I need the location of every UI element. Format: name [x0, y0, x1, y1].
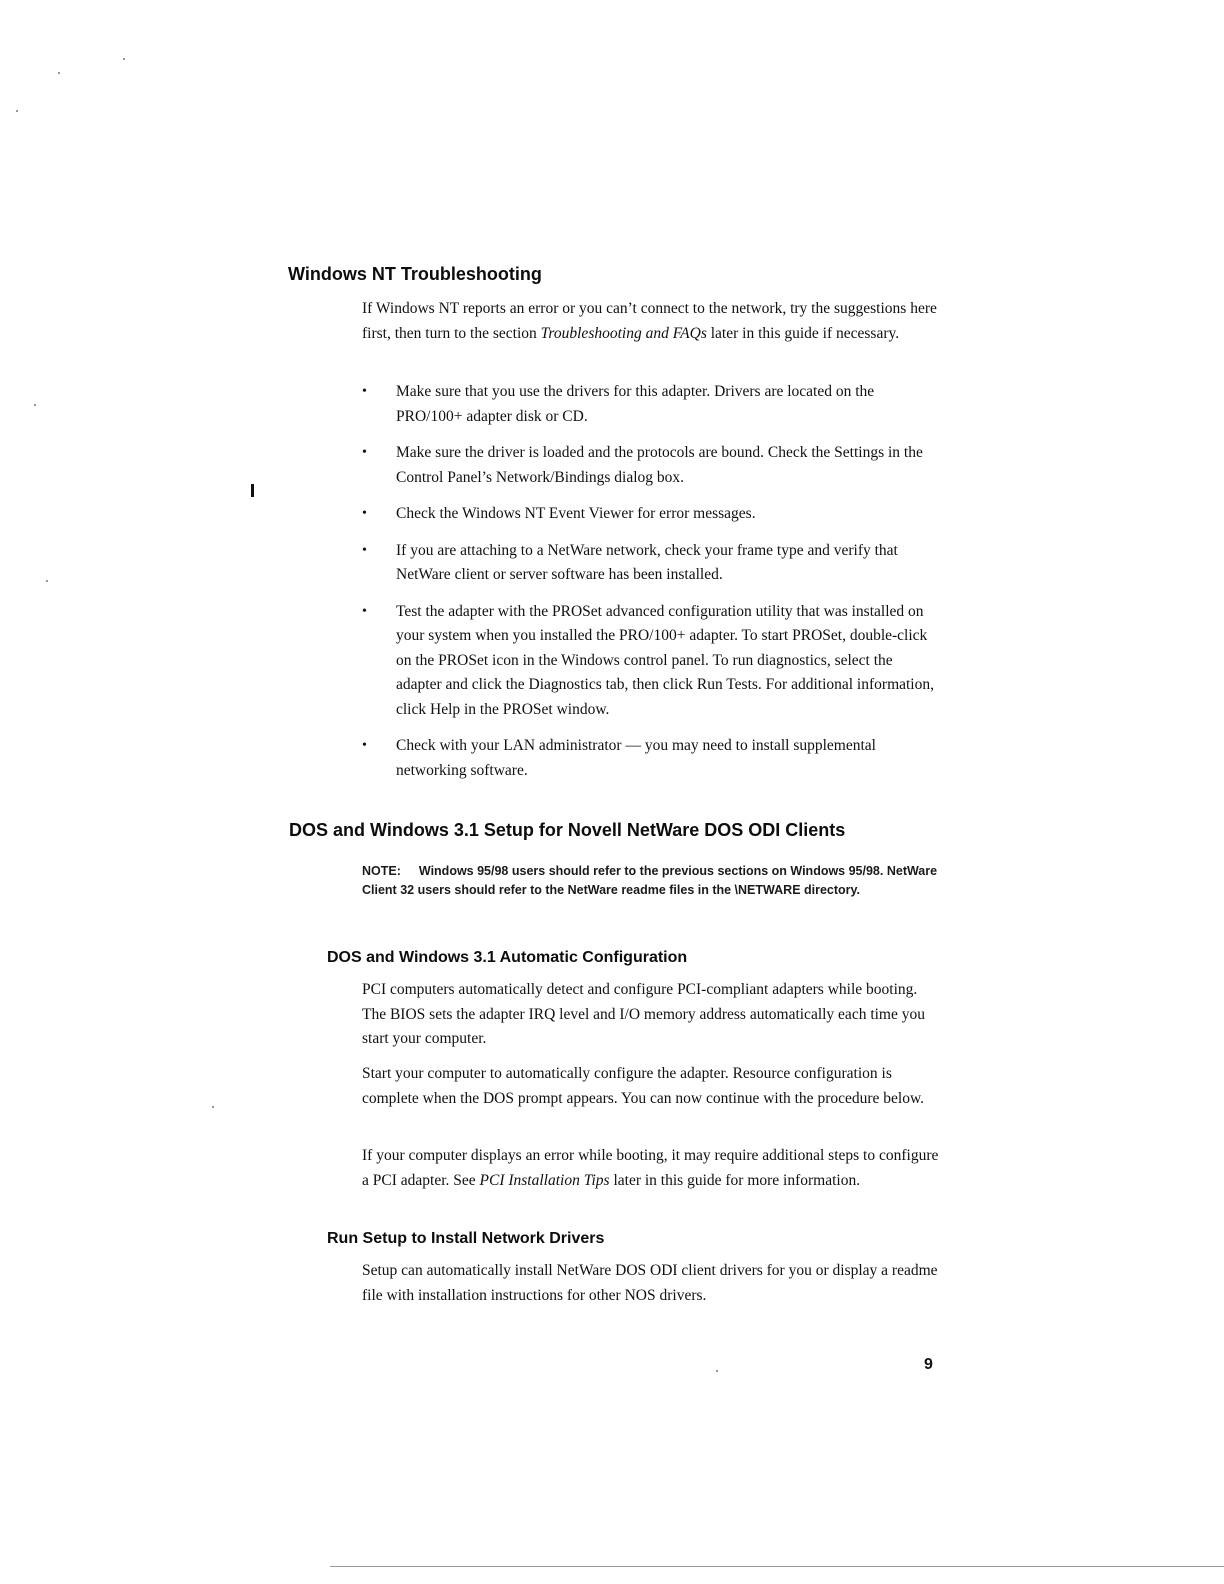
list-item-text: Make sure the driver is loaded and the protocols are bound. Check the Settings in the Control Panel’s Network/Bindings dialog box. [396, 444, 923, 486]
nt-troubleshooting-list [352, 380, 942, 795]
auto-config-paragraph-3 [362, 1144, 942, 1193]
list-item-text: Check with your LAN administrator — you may need to install supplemental networking software. [396, 737, 876, 779]
auto-config-paragraph-1: PCI computers automatically detect and configure PCI-compliant adapters while booting. The BIOS sets the adapter IRQ level and I/O memory address automatically each time you start your computer. [362, 981, 925, 1047]
note-text: Windows 95/98 users should refer to the previous sections on Windows 95/98. NetWare Client 32 users should refer to the NetWare readme files in the \NETWARE directory. [362, 864, 938, 897]
scan-speck [46, 580, 48, 582]
list-item [352, 380, 942, 429]
list-item-text: If you are attaching to a NetWare network, check your frame type and verify that NetWare client or server software has been installed. [396, 541, 898, 583]
list-item [352, 600, 942, 723]
nt-intro-reference: Troubleshooting and FAQs [540, 324, 707, 342]
scan-speck [212, 1106, 214, 1108]
list-item-text: Make sure that you use the drivers for this adapter. Drivers are located on the PRO/100+ adapter disk or CD. [396, 383, 875, 425]
auto-config-paragraph-2: Start your computer to automatically configure the adapter. Resource configuration is complete when the DOS prompt appears. You can now continue with the procedure below. [362, 1065, 925, 1107]
scan-speck [716, 1370, 718, 1372]
bullet-icon: • [362, 506, 367, 521]
bullet-icon: • [362, 445, 367, 460]
scan-bottom-edge [330, 1566, 1224, 1567]
list-item [352, 441, 942, 490]
list-item [352, 734, 942, 783]
page-number: 9 [924, 1356, 933, 1373]
section-heading-dos-windows-setup: DOS and Windows 3.1 Setup for Novell NetWare DOS ODI Clients [289, 820, 846, 840]
run-setup-paragraph: Setup can automatically install NetWare DOS ODI client drivers for you or display a readme file with installation instructions for other NOS drivers. [362, 1262, 938, 1304]
list-item [352, 502, 942, 527]
nt-intro-text: If Windows NT reports an error or you can’t connect to the network, try the suggestions here first, then turn to the section [362, 300, 937, 342]
bullet-icon: • [362, 384, 367, 399]
list-item-text: Check the Windows NT Event Viewer for error messages. [396, 505, 756, 522]
note-label: NOTE: [362, 864, 401, 878]
note-block [362, 862, 942, 900]
nt-intro-paragraph [362, 297, 942, 346]
subsection-heading-automatic-configuration: DOS and Windows 3.1 Automatic Configuration [327, 949, 688, 966]
scan-speck [58, 72, 60, 74]
bullet-icon: • [362, 603, 367, 619]
auto-p3-text: If your computer displays an error while booting, it may require additional steps to configure a PCI adapter. See [362, 1147, 939, 1189]
auto-p3-text-end: later in this guide for more information. [609, 1171, 861, 1189]
list-item [352, 539, 942, 588]
list-item-text: Test the adapter with the PROSet advanced configuration utility that was installed on your system when you installed the PRO/100+ adapter. To start PROSet, double-click on the PROSet icon in the Windows control panel. To run diagnostics, select the adapter and click the Diagnostics tab, then click Run Tests. For additional information, click Help in the PROSet window. [396, 602, 934, 718]
nt-intro-text-end: later in this guide if necessary. [706, 324, 900, 342]
scan-speck [16, 110, 18, 112]
bullet-icon: • [362, 542, 367, 558]
subsection-heading-run-setup: Run Setup to Install Network Drivers [327, 1230, 605, 1247]
scan-speck [34, 404, 36, 406]
margin-change-bar [251, 484, 254, 497]
section-heading-windows-nt: Windows NT Troubleshooting [288, 264, 542, 284]
bullet-icon: • [362, 738, 367, 753]
scan-speck [123, 58, 125, 60]
auto-p3-reference: PCI Installation Tips [479, 1171, 610, 1189]
